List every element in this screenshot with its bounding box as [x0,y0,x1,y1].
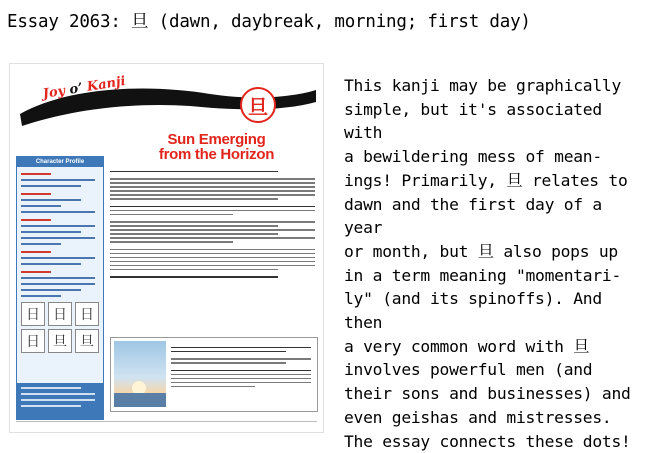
featured-book-box [110,337,318,412]
thumbnail-heading: Sun Emerging from the Horizon [158,131,275,163]
stroke-step: 旦 [75,329,99,353]
stroke-step: 日 [21,302,45,326]
stroke-step: 日 [48,302,72,326]
thumbnail-footer-rule [16,421,317,422]
character-profile-panel [16,156,104,420]
stroke-step: 日 [21,329,45,353]
stroke-order-grid [21,302,99,353]
essay-description: This kanji may be graphically simple, but it's associated with a bewildering mess of mean- ings! Primarily, 旦 relates to dawn and the first day of a year or month, but 旦 also pops up in a term meaning "momentari- ly" (and its spinoffs). And then a very common word with 旦 involves powerful men (and their sons and businesses) and even geishas and mistresses. The essay connects these dots! [344,76,631,451]
page-title: Essay 2063: 旦 (dawn, daybreak, morning; first day) [7,12,531,32]
joy-o-kanji-logo: Joy o’ Kanji [41,74,127,102]
thumbnail-text-column [110,168,315,278]
character-profile-header: Character Profile [17,157,103,167]
kanji-badge: 旦 [240,87,276,123]
stroke-step: 日 [75,302,99,326]
sunrise-image [114,341,166,407]
read-all-about-it-box [17,383,103,419]
stroke-step: 旦 [48,329,72,353]
essay-thumbnail[interactable] [9,63,324,433]
